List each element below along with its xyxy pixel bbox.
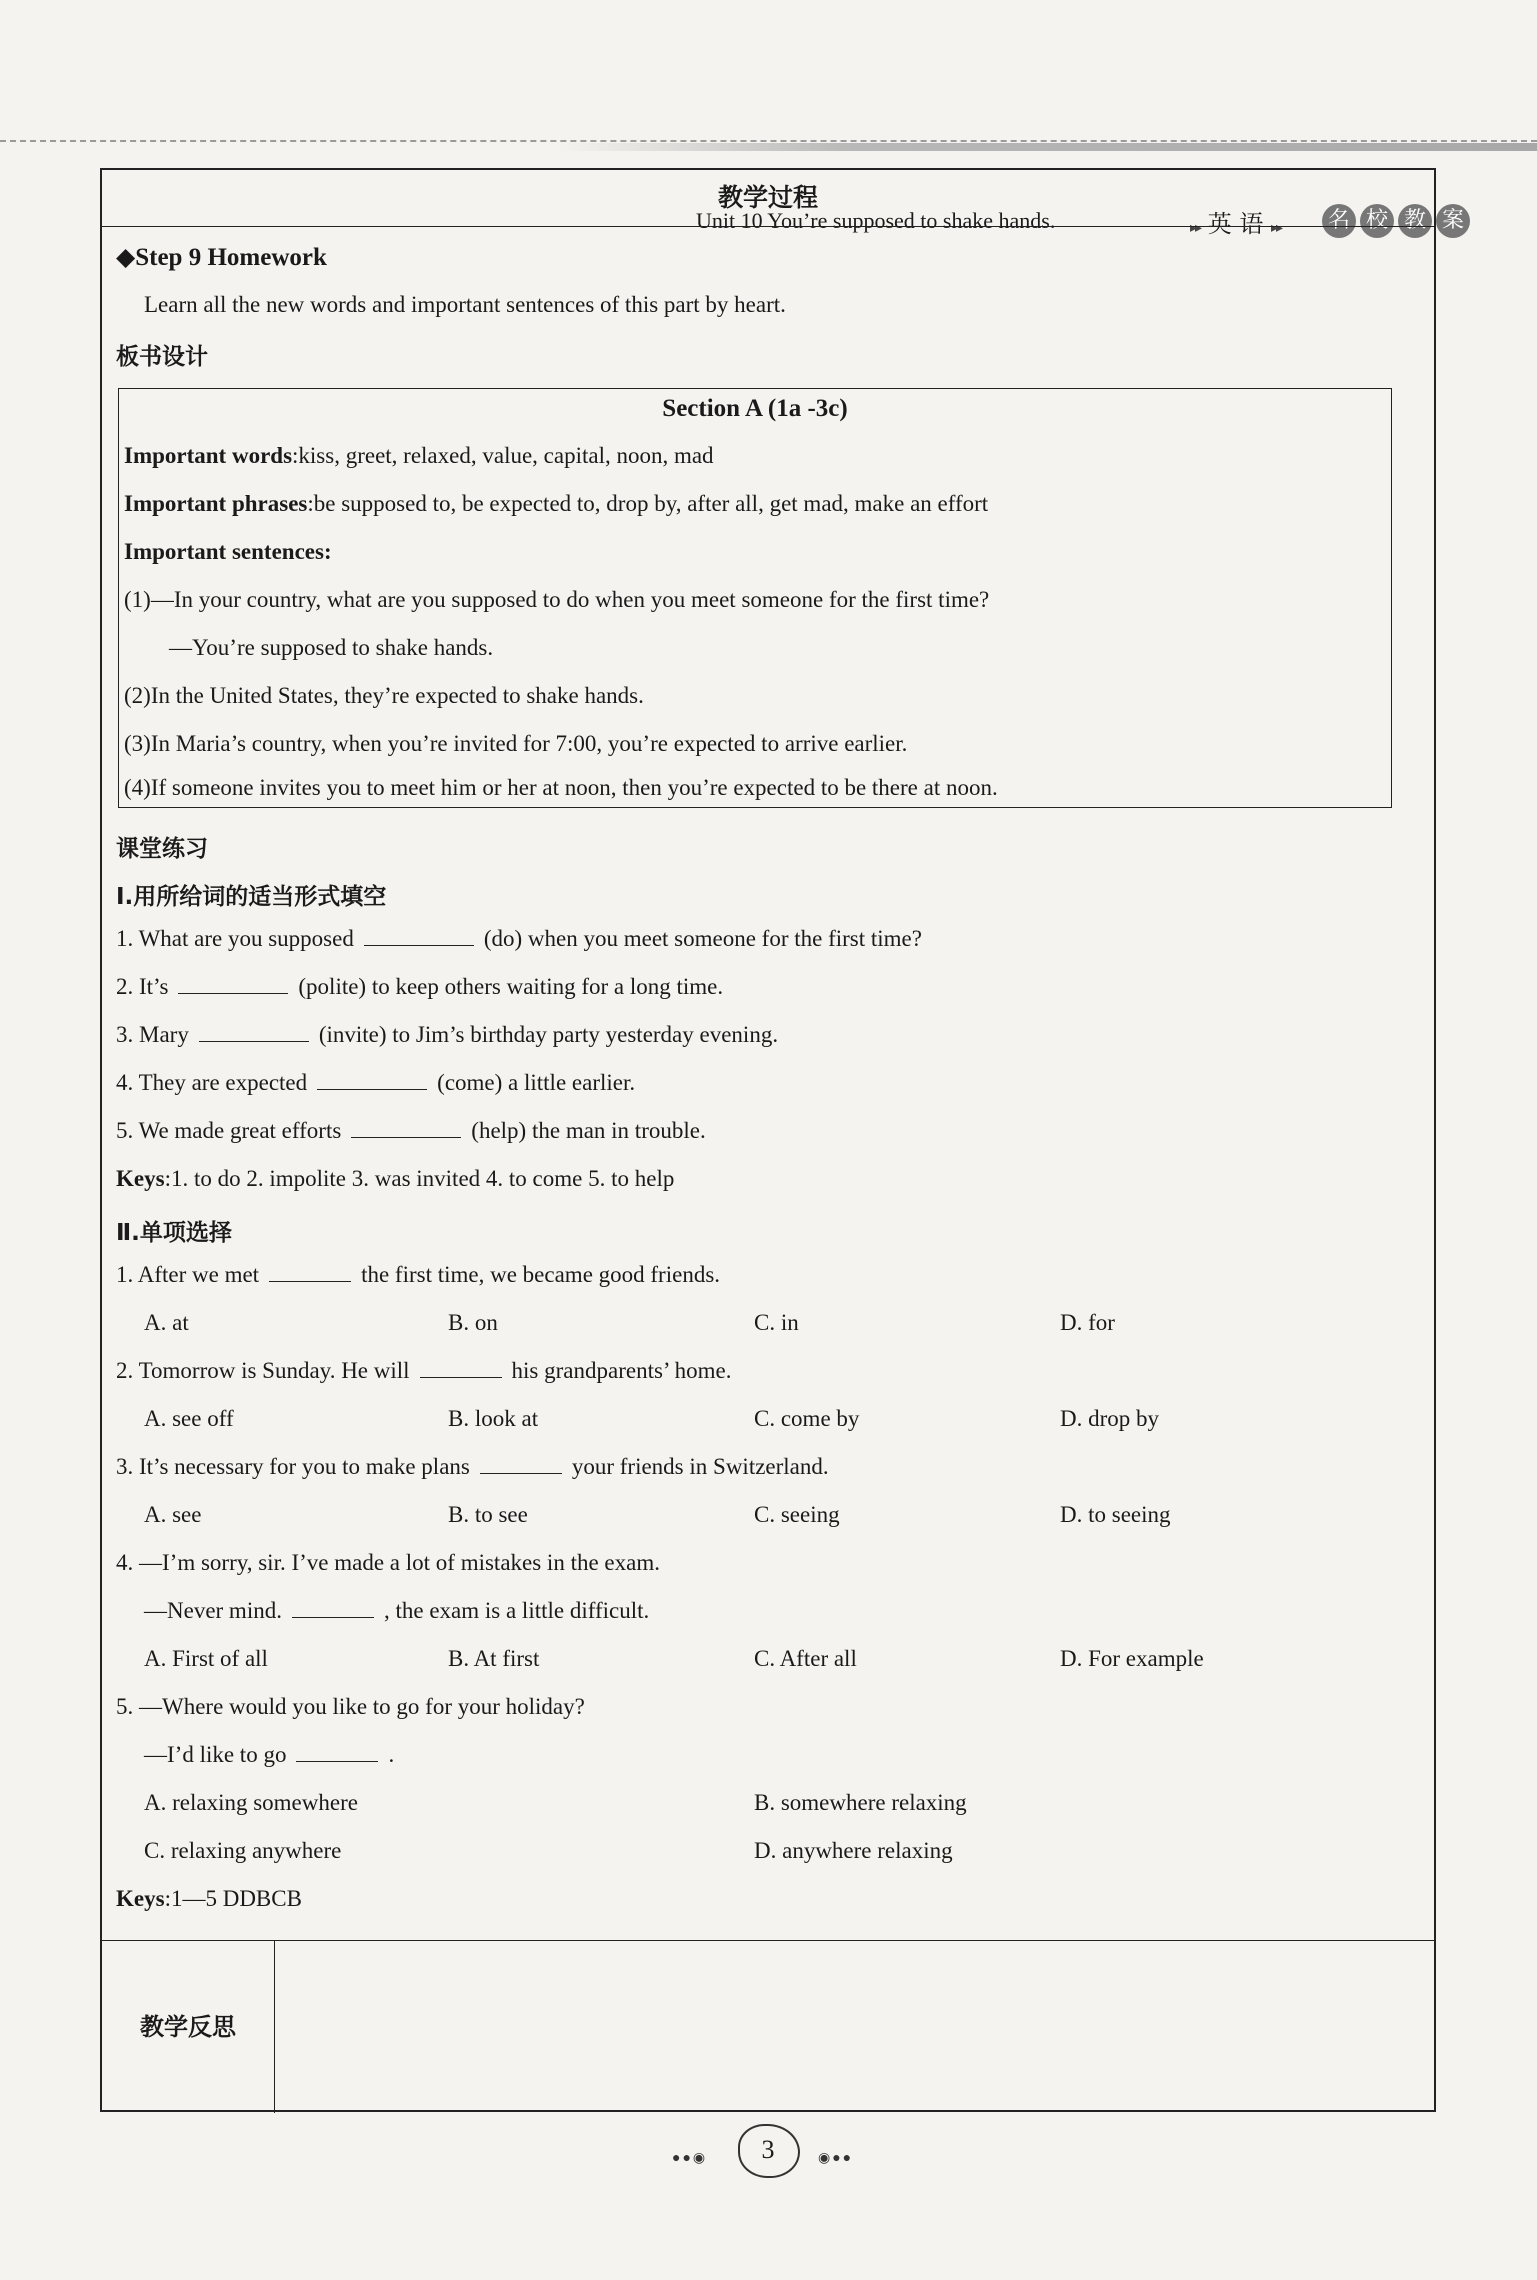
lesson-frame bbox=[100, 168, 1436, 2112]
board-section-title: Section A (1a -3c) bbox=[662, 395, 848, 422]
important-phrases: Important phrases:be supposed to, be expected to, drop by, after all, get mad, make an effort bbox=[124, 491, 989, 516]
option: B. on bbox=[448, 1310, 498, 1335]
logo-char: 案 bbox=[1436, 204, 1470, 238]
answer-blank bbox=[480, 1455, 562, 1474]
option: A. at bbox=[144, 1310, 189, 1335]
fill-question: 2. It’s (polite) to keep others waiting for a long time. bbox=[116, 974, 724, 999]
choice-question: 5. —Where would you like to go for your holiday? bbox=[116, 1694, 585, 1719]
choice-question: 3. It’s necessary for you to make plans your friends in Switzerland. bbox=[116, 1454, 829, 1479]
answer-blank bbox=[317, 1071, 427, 1090]
sentence: (4)If someone invites you to meet him or her at noon, then you’re expected to be there at noon. bbox=[124, 775, 998, 800]
step9-text: Learn all the new words and important sentences of this part by heart. bbox=[144, 292, 786, 317]
answer-blank bbox=[351, 1119, 461, 1138]
important-words: Important words:kiss, greet, relaxed, value, capital, noon, mad bbox=[124, 443, 714, 468]
answer-blank bbox=[420, 1359, 502, 1378]
keys-part2: Keys:1—5 DDBCB bbox=[116, 1886, 302, 1911]
choice-question: 2. Tomorrow is Sunday. He will his grandparents’ home. bbox=[116, 1358, 732, 1383]
fill-question: 4. They are expected (come) a little earlier. bbox=[116, 1070, 636, 1095]
option: A. relaxing somewhere bbox=[144, 1790, 358, 1815]
reflection-label: 教学反思 bbox=[102, 1941, 275, 2113]
arrow-icon: ▸▸ bbox=[1270, 220, 1282, 236]
option: D. to seeing bbox=[1060, 1502, 1171, 1527]
option: C. in bbox=[754, 1310, 799, 1335]
option: B. look at bbox=[448, 1406, 539, 1431]
logo-char: 教 bbox=[1398, 204, 1432, 238]
sentence: (2)In the United States, they’re expected to shake hands. bbox=[124, 683, 644, 708]
part1-title: Ⅰ.用所给词的适当形式填空 bbox=[116, 884, 387, 910]
page-number: 3 bbox=[728, 2120, 808, 2180]
option: D. drop by bbox=[1060, 1406, 1160, 1431]
logo-char: 校 bbox=[1360, 204, 1394, 238]
answer-blank bbox=[199, 1023, 309, 1042]
option: A. First of all bbox=[144, 1646, 268, 1671]
frame-title: 教学过程 bbox=[102, 170, 1434, 227]
choice-question: 1. After we met the first time, we became good friends. bbox=[116, 1262, 721, 1287]
option: C. come by bbox=[754, 1406, 860, 1431]
reflection-row bbox=[102, 1940, 1434, 2113]
header-divider bbox=[0, 140, 1537, 142]
choice-question: 4. —I’m sorry, sir. I’ve made a lot of mistakes in the exam. bbox=[116, 1550, 660, 1575]
option: D. For example bbox=[1060, 1646, 1204, 1671]
decor-dots-icon: ●●◉ bbox=[672, 2151, 708, 2166]
option: A. see bbox=[144, 1502, 202, 1527]
option: B. somewhere relaxing bbox=[754, 1790, 967, 1815]
option: B. At first bbox=[448, 1646, 540, 1671]
option: B. to see bbox=[448, 1502, 528, 1527]
option: C. After all bbox=[754, 1646, 857, 1671]
board-heading: 板书设计 bbox=[116, 344, 208, 370]
answer-blank bbox=[296, 1743, 378, 1762]
arrow-icon: ▸▸ bbox=[1190, 220, 1201, 236]
part2-title: Ⅱ.单项选择 bbox=[116, 1220, 232, 1246]
subject-label: ▸▸ 英 语 ▸▸ bbox=[1190, 210, 1282, 238]
sentence: —You’re supposed to shake hands. bbox=[169, 635, 494, 660]
keys-part1: Keys:1. to do 2. impolite 3. was invited 4. to come 5. to help bbox=[116, 1166, 675, 1191]
important-sentences-label: Important sentences: bbox=[124, 539, 332, 564]
header-shade bbox=[560, 143, 1537, 151]
practice-heading: 课堂练习 bbox=[116, 836, 208, 862]
fill-question: 1. What are you supposed (do) when you meet someone for the first time? bbox=[116, 926, 922, 951]
board-design-box bbox=[118, 388, 1392, 808]
answer-blank bbox=[178, 975, 288, 994]
decor-dots-icon: ◉●● bbox=[818, 2151, 854, 2166]
fill-question: 5. We made great efforts (help) the man in trouble. bbox=[116, 1118, 706, 1143]
choice-question-reply: —Never mind. , the exam is a little difficult. bbox=[144, 1598, 650, 1623]
option: C. seeing bbox=[754, 1502, 840, 1527]
unit-title: Unit 10 You’re supposed to shake hands. bbox=[696, 208, 1056, 233]
option: C. relaxing anywhere bbox=[144, 1838, 342, 1863]
option: D. for bbox=[1060, 1310, 1115, 1335]
option: D. anywhere relaxing bbox=[754, 1838, 953, 1863]
sentence: (3)In Maria’s country, when you’re invited for 7:00, you’re expected to arrive earlier. bbox=[124, 731, 908, 756]
answer-blank bbox=[292, 1599, 374, 1618]
step9-title: ◆Step 9 Homework bbox=[116, 244, 327, 271]
logo-char: 名 bbox=[1322, 204, 1356, 238]
option: A. see off bbox=[144, 1406, 234, 1431]
answer-blank bbox=[269, 1263, 351, 1282]
sentence: (1)—In your country, what are you supposed to do when you meet someone for the first time? bbox=[124, 587, 990, 612]
answer-blank bbox=[364, 927, 474, 946]
choice-question-reply: —I’d like to go . bbox=[144, 1742, 395, 1767]
fill-question: 3. Mary (invite) to Jim’s birthday party yesterday evening. bbox=[116, 1022, 779, 1047]
